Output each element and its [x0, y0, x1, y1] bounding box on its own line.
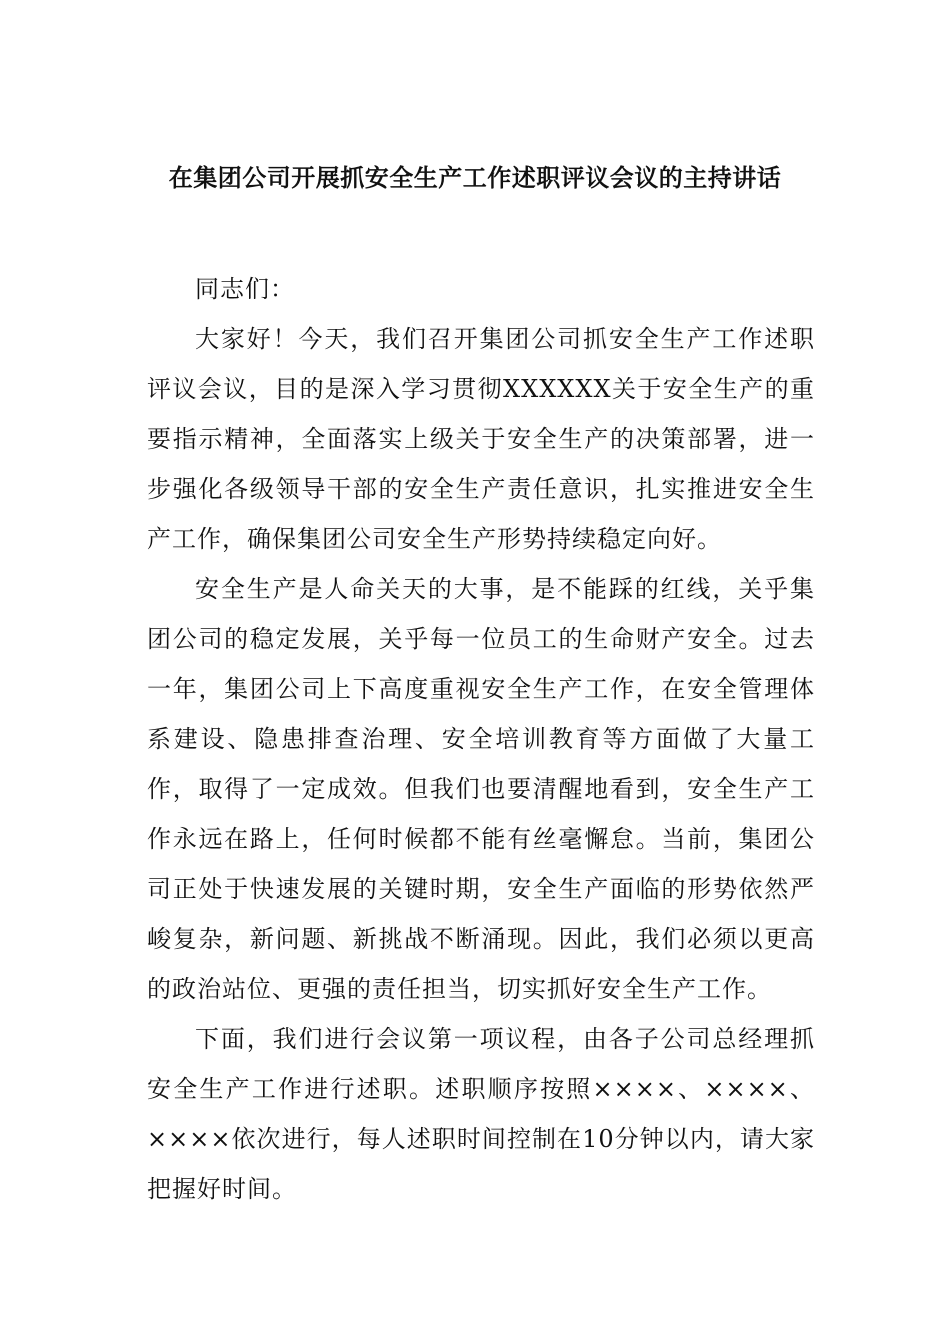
paragraph-agenda: 下面，我们进行会议第一项议程，由各子公司总经理抓安全生产工作进行述职。述职顺序按照××××、××××、××××依次进行，每人述职时间控制在10分钟以内，请大家把握好时间。: [147, 1025, 815, 1203]
paragraph-opening: 大家好！今天，我们召开集团公司抓安全生产工作述职评议会议，目的是深入学习贯彻XXXXXX关于安全生产的重要指示精神，全面落实上级关于安全生产的决策部署，进一步强化各级领导干部的安全生产责任意识，扎实推进安全生产工作，确保集团公司安全生产形势持续稳定向好。: [147, 325, 815, 553]
paragraph-safety-importance: 安全生产是人命关天的大事，是不能踩的红线，关乎集团公司的稳定发展，关乎每一位员工的生命财产安全。过去一年，集团公司上下高度重视安全生产工作，在安全管理体系建设、隐患排查治理、安全培训教育等方面做了大量工作，取得了一定成效。但我们也要清醒地看到，安全生产工作永远在路上，任何时候都不能有丝毫懈怠。当前，集团公司正处于快速发展的关键时期，安全生产面临的形势依然严峻复杂，新问题、新挑战不断涌现。因此，我们必须以更高的政治站位、更强的责任担当，切实抓好安全生产工作。: [147, 575, 815, 1003]
salutation: 同志们：: [195, 275, 295, 303]
document-body: [147, 264, 815, 1214]
document-title: 在集团公司开展抓安全生产工作述职评议会议的主持讲话: [168, 163, 782, 192]
